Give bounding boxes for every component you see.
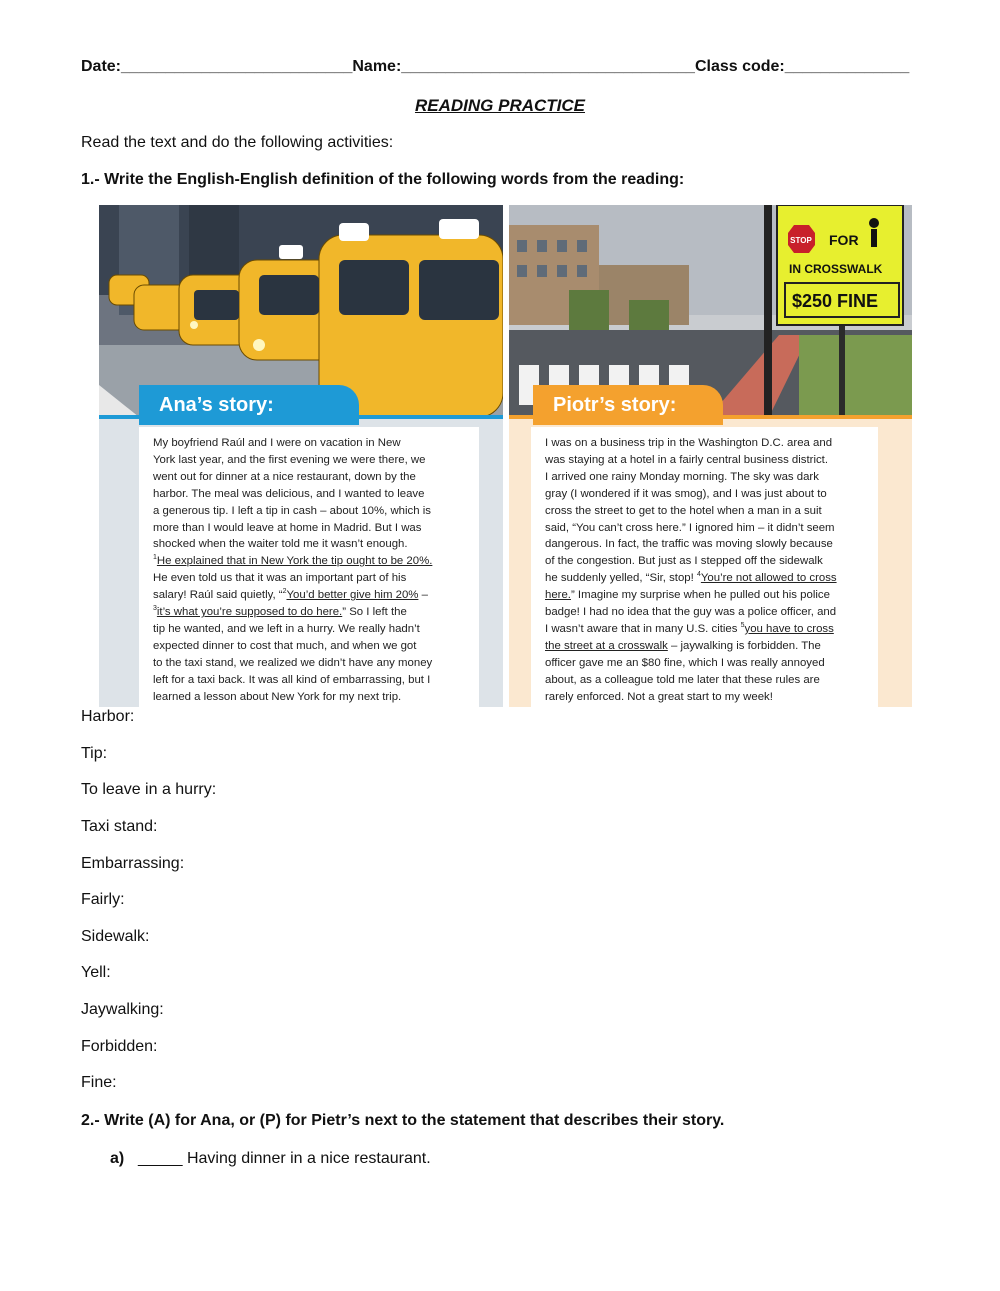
- ana-line: more than I would leave at home in Madrid. But I was: [153, 521, 422, 534]
- statement-a: [110, 1150, 431, 1168]
- piotr-line: he suddenly yelled, “Sir, stop! $^4$You’re not allowed to cross: [545, 571, 837, 585]
- piotr-line: about, as a colleague told me later that these rules are: [545, 673, 820, 686]
- underlined-phrase-5b: the street at a crosswalk: [545, 639, 668, 652]
- underlined-phrase-5: you have to cross: [744, 622, 834, 635]
- vocab-taxi-stand: Taxi stand:: [81, 818, 158, 835]
- piotr-line: I was on a business trip in the Washington D.C. area and: [545, 437, 833, 449]
- underlined-phrase-3: it’s what you’re supposed to do here.: [156, 606, 343, 619]
- ana-line: expected dinner to cost that much, and when we got: [153, 639, 417, 652]
- piotr-line: was staying at a hotel in a fairly central business district.: [545, 453, 828, 466]
- ana-story-panel: [99, 205, 503, 707]
- footnote-2: 2: [282, 588, 287, 596]
- underlined-phrase-2: You’d better give him 20%: [286, 589, 419, 602]
- piotr-line: I wasn’t aware that in many U.S. cities $^5$you have to cross: [545, 622, 834, 635]
- stop-sign-text: STOP: [790, 236, 812, 245]
- page-title: READING PRACTICE: [414, 96, 585, 115]
- piotr-line: dangerous. In fact, the traffic was moving slowly because: [545, 538, 833, 551]
- sign-fine-text: $250 FINE: [792, 291, 879, 311]
- piotr-story-text: [531, 427, 878, 707]
- class-code-label: Class code:: [694, 58, 785, 75]
- ana-line: salary! Raúl said quietly, “$^2$You’d better give him 20% –: [153, 588, 428, 602]
- vocab-fine: Fine:: [81, 1074, 117, 1091]
- piotr-story-panel: [509, 205, 912, 707]
- ana-line: harbor. The meal was delicious, and I wanted to leave: [153, 487, 425, 500]
- sign-for-text: FOR: [829, 232, 859, 248]
- name-label: Name:: [352, 58, 402, 75]
- footnote-1: 1: [153, 554, 157, 562]
- piotr-line: said, “You can’t cross here.” I ignored him – it didn’t seem: [545, 521, 835, 534]
- vocab-harbor: Harbor:: [81, 708, 135, 725]
- ana-line: went out for dinner at a nice restaurant, down by the: [153, 470, 416, 483]
- ana-line: My boyfriend Raúl and I were on vacation in New: [153, 437, 401, 449]
- piotr-story-heading: Piotr’s story:: [533, 385, 723, 425]
- piotr-line: here.” Imagine my surprise when he pulled out his police: [545, 589, 830, 602]
- ana-line: He even told us that it was an important part of his: [153, 572, 407, 585]
- ana-line: [153, 553, 469, 570]
- ana-line: shocked when the waiter told me it wasn’t enough.: [153, 538, 408, 551]
- statement-text: Having dinner in a nice restaurant.: [182, 1150, 431, 1167]
- date-label: Date:: [81, 58, 122, 75]
- date-blank[interactable]: __________________________: [121, 58, 353, 75]
- underlined-phrase-1: He explained that in New York the tip ought to be 20%.: [156, 555, 433, 568]
- name-blank[interactable]: _________________________________: [401, 58, 695, 75]
- ana-line: York last year, and the first evening we were there, we: [153, 453, 426, 466]
- ana-line: learned a lesson about New York for my next trip.: [153, 690, 402, 703]
- ana-line: left for a taxi back. It was all kind of embarrassing, but I: [153, 673, 431, 686]
- footnote-4: 4: [696, 571, 701, 579]
- sign-crosswalk-text: IN CROSSWALK: [789, 262, 883, 276]
- piotr-line: badge! I had no idea that the guy was a police officer, and: [545, 606, 837, 619]
- piotr-line: officer gave me an $80 fine, which I was really annoyed: [545, 656, 825, 669]
- vocab-embarrassing: Embarrassing:: [81, 855, 185, 872]
- vocab-leave-in-a-hurry: To leave in a hurry:: [81, 781, 217, 798]
- vocab-jaywalking: Jaywalking:: [81, 1001, 164, 1018]
- answer-blank[interactable]: _____: [138, 1150, 183, 1167]
- ana-story-text: [139, 427, 479, 707]
- question-2: 2.- Write (A) for Ana, or (P) for Pietr’s next to the statement that describes their story.: [81, 1112, 725, 1129]
- piotr-line: the street at a crosswalk – jaywalking is forbidden. The: [545, 639, 821, 652]
- footnote-5: 5: [740, 622, 745, 630]
- ana-story-heading: Ana’s story:: [139, 385, 359, 425]
- piotr-line: rarely enforced. Not a great start to my week!: [545, 690, 773, 703]
- vocab-sidewalk: Sidewalk:: [81, 928, 150, 945]
- statement-letter: a): [110, 1150, 125, 1167]
- underlined-phrase-4b: here.: [545, 589, 571, 602]
- ana-line: to the taxi stand, we realized we didn’t have any money: [153, 656, 433, 669]
- class-code-blank[interactable]: ______________: [784, 58, 910, 75]
- vocab-forbidden: Forbidden:: [81, 1038, 158, 1055]
- footnote-3: 3: [153, 605, 157, 613]
- ana-line: tip he wanted, and we left in a hurry. We really hadn’t: [153, 622, 420, 635]
- vocab-fairly: Fairly:: [81, 891, 125, 908]
- ana-line: a generous tip. I left a tip in cash – about 10%, which is: [153, 504, 431, 517]
- piotr-line: cross the street to get to the hotel when a man in a suit: [545, 504, 822, 517]
- underlined-phrase-4: You’re not allowed to cross: [700, 572, 837, 585]
- piotr-line: of the congestion. But just as I stepped off the sidewalk: [545, 555, 823, 568]
- piotr-line: I arrived one rainy Monday morning. The sky was dark: [545, 470, 819, 483]
- vocab-yell: Yell:: [81, 964, 111, 981]
- instructions: Read the text and do the following activities:: [81, 134, 394, 151]
- question-1: 1.- Write the English-English definition of the following words from the reading:: [81, 171, 685, 188]
- ana-line: $^3$it’s what you’re supposed to do here.” So I left the: [153, 605, 407, 619]
- header-fields: [81, 58, 921, 76]
- piotr-line: gray (I wondered if it was smog), and I was just about to: [545, 487, 827, 500]
- vocab-tip: Tip:: [81, 745, 108, 762]
